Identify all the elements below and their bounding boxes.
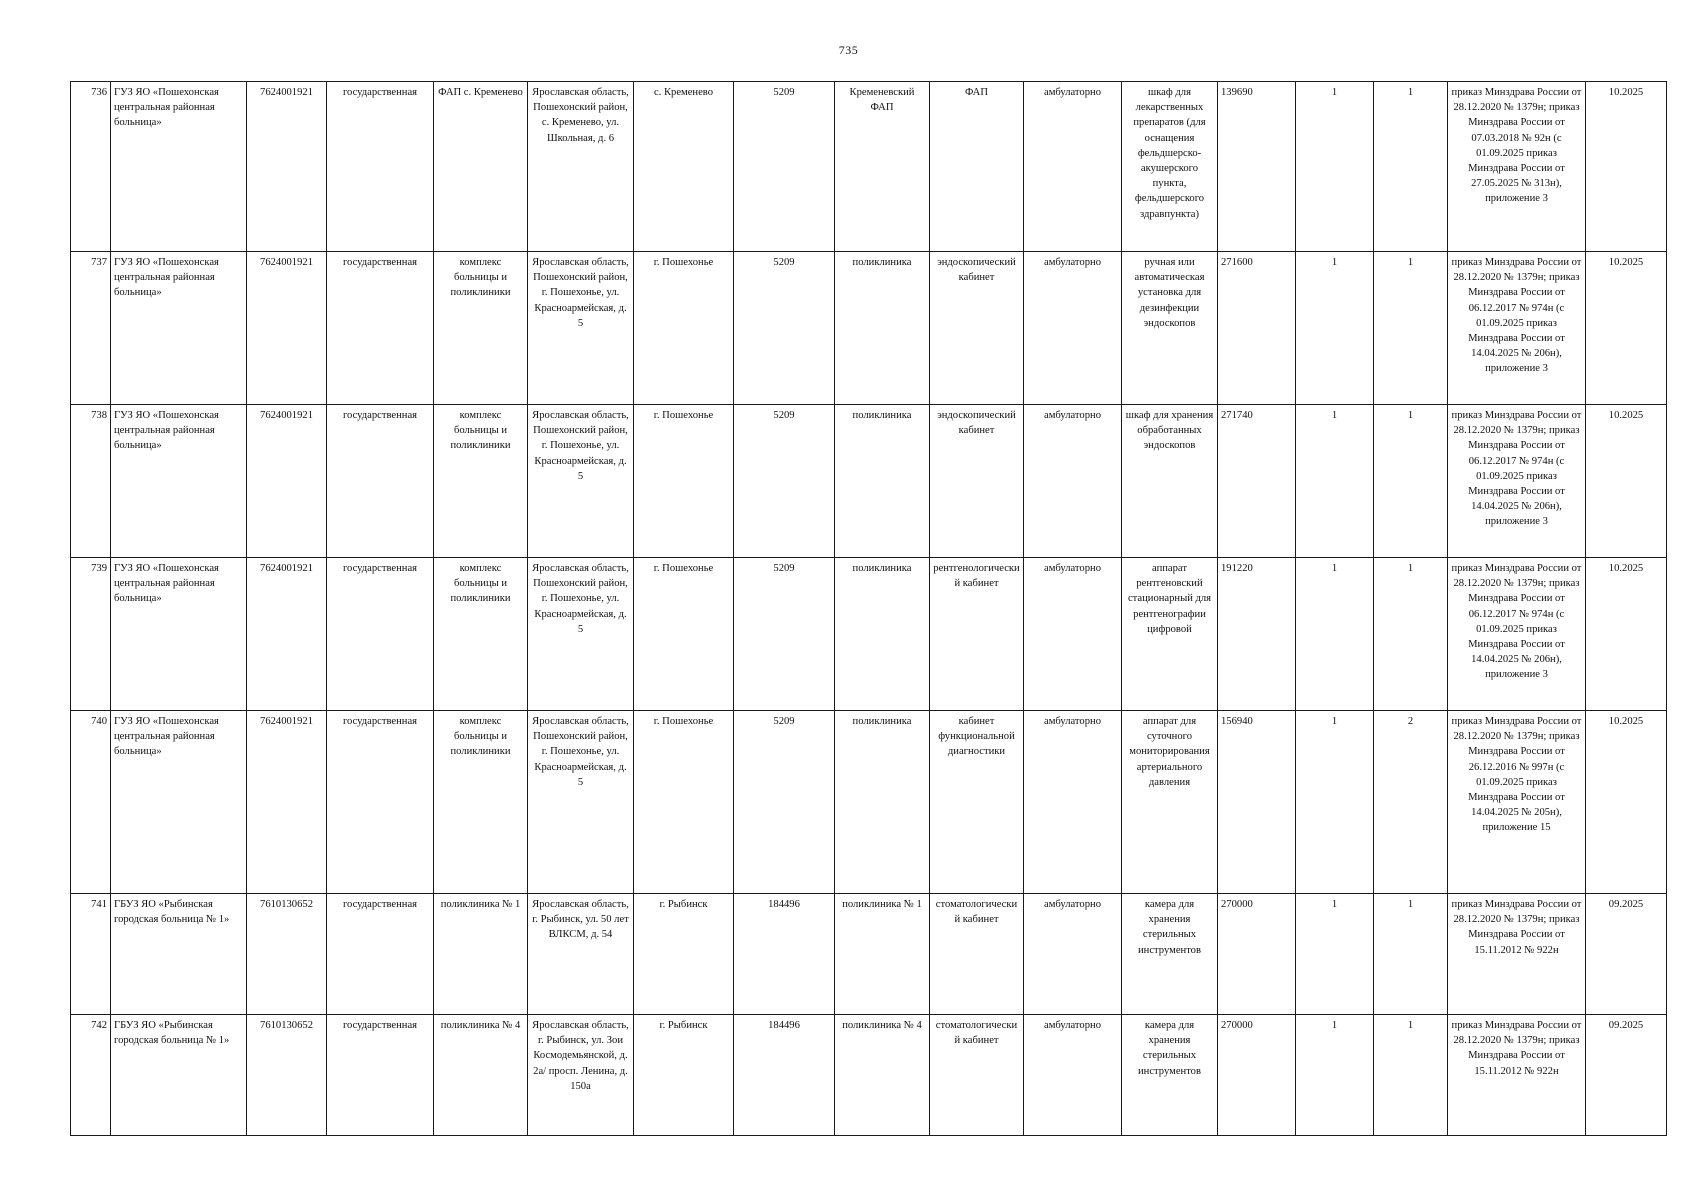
- date-cell: 10.2025: [1586, 711, 1667, 894]
- equipment-cell: ручная или автоматическая установка для дезинфекции эндоскопов: [1122, 252, 1218, 405]
- table-row: [71, 82, 1667, 252]
- table-row: [71, 894, 1667, 1015]
- quantity-cell: 1: [1374, 558, 1448, 711]
- division-cell: поликлиника: [835, 252, 930, 405]
- locality-cell: с. Кременево: [634, 82, 734, 252]
- equipment-registry-table: [70, 81, 1667, 1136]
- row-number-cell: 740: [71, 711, 111, 894]
- ownership-cell: государственная: [327, 405, 434, 558]
- row-number-cell: 738: [71, 405, 111, 558]
- equipment-cell: аппарат для суточного мониторирования артериального давления: [1122, 711, 1218, 894]
- structural-unit-cell: комплекс больницы и поликлиники: [434, 711, 528, 894]
- division-cell: поликлиника: [835, 558, 930, 711]
- room-cell: стоматологический кабинет: [930, 894, 1024, 1015]
- code-cell: 191220: [1218, 558, 1296, 711]
- address-cell: Ярославская область, г. Рыбинск, ул. Зои Космодемьянской, д. 2а/ просп. Ленина, д. 150а: [528, 1015, 634, 1136]
- population-cell: 184496: [734, 1015, 835, 1136]
- population-cell: 5209: [734, 711, 835, 894]
- table-row: [71, 405, 1667, 558]
- ownership-cell: государственная: [327, 252, 434, 405]
- population-cell: 5209: [734, 558, 835, 711]
- locality-cell: г. Рыбинск: [634, 1015, 734, 1136]
- population-cell: 5209: [734, 405, 835, 558]
- row-number-cell: 739: [71, 558, 111, 711]
- legal-basis-cell: приказ Минздрава России от 28.12.2020 № 1379н; приказ Минздрава России от 26.12.2016 № 997н (с 01.09.2025 приказ Минздрава России от 14.04.2025 № 205н), приложение 15: [1448, 711, 1586, 894]
- inn-cell: 7610130652: [247, 1015, 327, 1136]
- date-cell: 10.2025: [1586, 558, 1667, 711]
- division-cell: поликлиника: [835, 405, 930, 558]
- equipment-cell: шкаф для лекарственных препаратов (для оснащения фельдшерско-акушерского пункта, фельдшерского здравпункта): [1122, 82, 1218, 252]
- quantity-cell: 1: [1296, 252, 1374, 405]
- room-cell: стоматологический кабинет: [930, 1015, 1024, 1136]
- quantity-cell: 1: [1374, 894, 1448, 1015]
- inn-cell: 7624001921: [247, 405, 327, 558]
- address-cell: Ярославская область, Пошехонский район, г. Пошехонье, ул. Красноармейская, д. 5: [528, 405, 634, 558]
- code-cell: 156940: [1218, 711, 1296, 894]
- legal-basis-cell: приказ Минздрава России от 28.12.2020 № 1379н; приказ Минздрава России от 07.03.2018 № 92н (с 01.09.2025 приказ Минздрава России от 27.05.2025 № 313н), приложение 3: [1448, 82, 1586, 252]
- date-cell: 10.2025: [1586, 405, 1667, 558]
- room-cell: кабинет функциональной диагностики: [930, 711, 1024, 894]
- care-condition-cell: амбулаторно: [1024, 894, 1122, 1015]
- address-cell: Ярославская область, Пошехонский район, с. Кременево, ул. Школьная, д. 6: [528, 82, 634, 252]
- inn-cell: 7624001921: [247, 558, 327, 711]
- quantity-cell: 1: [1374, 405, 1448, 558]
- quantity-cell: 1: [1374, 252, 1448, 405]
- quantity-cell: 1: [1296, 1015, 1374, 1136]
- locality-cell: г. Пошехонье: [634, 711, 734, 894]
- code-cell: 139690: [1218, 82, 1296, 252]
- row-number-cell: 737: [71, 252, 111, 405]
- organization-cell: ГУЗ ЯО «Пошехонская центральная районная больница»: [111, 711, 247, 894]
- care-condition-cell: амбулаторно: [1024, 711, 1122, 894]
- organization-cell: ГУЗ ЯО «Пошехонская центральная районная больница»: [111, 82, 247, 252]
- care-condition-cell: амбулаторно: [1024, 558, 1122, 711]
- address-cell: Ярославская область, Пошехонский район, г. Пошехонье, ул. Красноармейская, д. 5: [528, 558, 634, 711]
- quantity-cell: 1: [1374, 1015, 1448, 1136]
- organization-cell: ГБУЗ ЯО «Рыбинская городская больница № 1»: [111, 1015, 247, 1136]
- room-cell: рентгенологический кабинет: [930, 558, 1024, 711]
- division-cell: поликлиника: [835, 711, 930, 894]
- table-row: [71, 711, 1667, 894]
- equipment-cell: камера для хранения стерильных инструментов: [1122, 1015, 1218, 1136]
- structural-unit-cell: комплекс больницы и поликлиники: [434, 558, 528, 711]
- date-cell: 10.2025: [1586, 82, 1667, 252]
- inn-cell: 7624001921: [247, 252, 327, 405]
- address-cell: Ярославская область, г. Рыбинск, ул. 50 лет ВЛКСМ, д. 54: [528, 894, 634, 1015]
- room-cell: эндоскопический кабинет: [930, 252, 1024, 405]
- division-cell: поликлиника № 1: [835, 894, 930, 1015]
- structural-unit-cell: поликлиника № 4: [434, 1015, 528, 1136]
- row-number-cell: 736: [71, 82, 111, 252]
- date-cell: 09.2025: [1586, 894, 1667, 1015]
- division-cell: поликлиника № 4: [835, 1015, 930, 1136]
- locality-cell: г. Пошехонье: [634, 405, 734, 558]
- care-condition-cell: амбулаторно: [1024, 1015, 1122, 1136]
- inn-cell: 7624001921: [247, 711, 327, 894]
- care-condition-cell: амбулаторно: [1024, 405, 1122, 558]
- quantity-cell: 1: [1296, 711, 1374, 894]
- ownership-cell: государственная: [327, 1015, 434, 1136]
- room-cell: ФАП: [930, 82, 1024, 252]
- locality-cell: г. Рыбинск: [634, 894, 734, 1015]
- quantity-cell: 1: [1296, 82, 1374, 252]
- population-cell: 5209: [734, 252, 835, 405]
- ownership-cell: государственная: [327, 558, 434, 711]
- address-cell: Ярославская область, Пошехонский район, г. Пошехонье, ул. Красноармейская, д. 5: [528, 252, 634, 405]
- care-condition-cell: амбулаторно: [1024, 252, 1122, 405]
- organization-cell: ГУЗ ЯО «Пошехонская центральная районная больница»: [111, 405, 247, 558]
- ownership-cell: государственная: [327, 894, 434, 1015]
- structural-unit-cell: ФАП с. Кременево: [434, 82, 528, 252]
- row-number-cell: 741: [71, 894, 111, 1015]
- equipment-cell: аппарат рентгеновский стационарный для рентгенографии цифровой: [1122, 558, 1218, 711]
- organization-cell: ГУЗ ЯО «Пошехонская центральная районная больница»: [111, 252, 247, 405]
- legal-basis-cell: приказ Минздрава России от 28.12.2020 № 1379н; приказ Минздрава России от 06.12.2017 № 974н (с 01.09.2025 приказ Минздрава России от 14.04.2025 № 206н), приложение 3: [1448, 405, 1586, 558]
- ownership-cell: государственная: [327, 711, 434, 894]
- structural-unit-cell: поликлиника № 1: [434, 894, 528, 1015]
- structural-unit-cell: комплекс больницы и поликлиники: [434, 252, 528, 405]
- table-row: [71, 1015, 1667, 1136]
- quantity-cell: 2: [1374, 711, 1448, 894]
- inn-cell: 7624001921: [247, 82, 327, 252]
- room-cell: эндоскопический кабинет: [930, 405, 1024, 558]
- code-cell: 271740: [1218, 405, 1296, 558]
- legal-basis-cell: приказ Минздрава России от 28.12.2020 № 1379н; приказ Минздрава России от 15.11.2012 № 922н: [1448, 894, 1586, 1015]
- legal-basis-cell: приказ Минздрава России от 28.12.2020 № 1379н; приказ Минздрава России от 06.12.2017 № 974н (с 01.09.2025 приказ Минздрава России от 14.04.2025 № 206н), приложение 3: [1448, 252, 1586, 405]
- page-number: 735: [838, 43, 859, 57]
- legal-basis-cell: приказ Минздрава России от 28.12.2020 № 1379н; приказ Минздрава России от 15.11.2012 № 922н: [1448, 1015, 1586, 1136]
- organization-cell: ГБУЗ ЯО «Рыбинская городская больница № 1»: [111, 894, 247, 1015]
- date-cell: 09.2025: [1586, 1015, 1667, 1136]
- code-cell: 270000: [1218, 1015, 1296, 1136]
- inn-cell: 7610130652: [247, 894, 327, 1015]
- quantity-cell: 1: [1374, 82, 1448, 252]
- structural-unit-cell: комплекс больницы и поликлиники: [434, 405, 528, 558]
- quantity-cell: 1: [1296, 894, 1374, 1015]
- division-cell: Кременевский ФАП: [835, 82, 930, 252]
- address-cell: Ярославская область, Пошехонский район, г. Пошехонье, ул. Красноармейская, д. 5: [528, 711, 634, 894]
- population-cell: 184496: [734, 894, 835, 1015]
- table-row: [71, 252, 1667, 405]
- equipment-cell: камера для хранения стерильных инструментов: [1122, 894, 1218, 1015]
- locality-cell: г. Пошехонье: [634, 252, 734, 405]
- locality-cell: г. Пошехонье: [634, 558, 734, 711]
- row-number-cell: 742: [71, 1015, 111, 1136]
- quantity-cell: 1: [1296, 405, 1374, 558]
- legal-basis-cell: приказ Минздрава России от 28.12.2020 № 1379н; приказ Минздрава России от 06.12.2017 № 974н (с 01.09.2025 приказ Минздрава России от 14.04.2025 № 206н), приложение 3: [1448, 558, 1586, 711]
- table-row: [71, 558, 1667, 711]
- ownership-cell: государственная: [327, 82, 434, 252]
- equipment-cell: шкаф для хранения обработанных эндоскопов: [1122, 405, 1218, 558]
- quantity-cell: 1: [1296, 558, 1374, 711]
- organization-cell: ГУЗ ЯО «Пошехонская центральная районная больница»: [111, 558, 247, 711]
- date-cell: 10.2025: [1586, 252, 1667, 405]
- population-cell: 5209: [734, 82, 835, 252]
- code-cell: 271600: [1218, 252, 1296, 405]
- code-cell: 270000: [1218, 894, 1296, 1015]
- care-condition-cell: амбулаторно: [1024, 82, 1122, 252]
